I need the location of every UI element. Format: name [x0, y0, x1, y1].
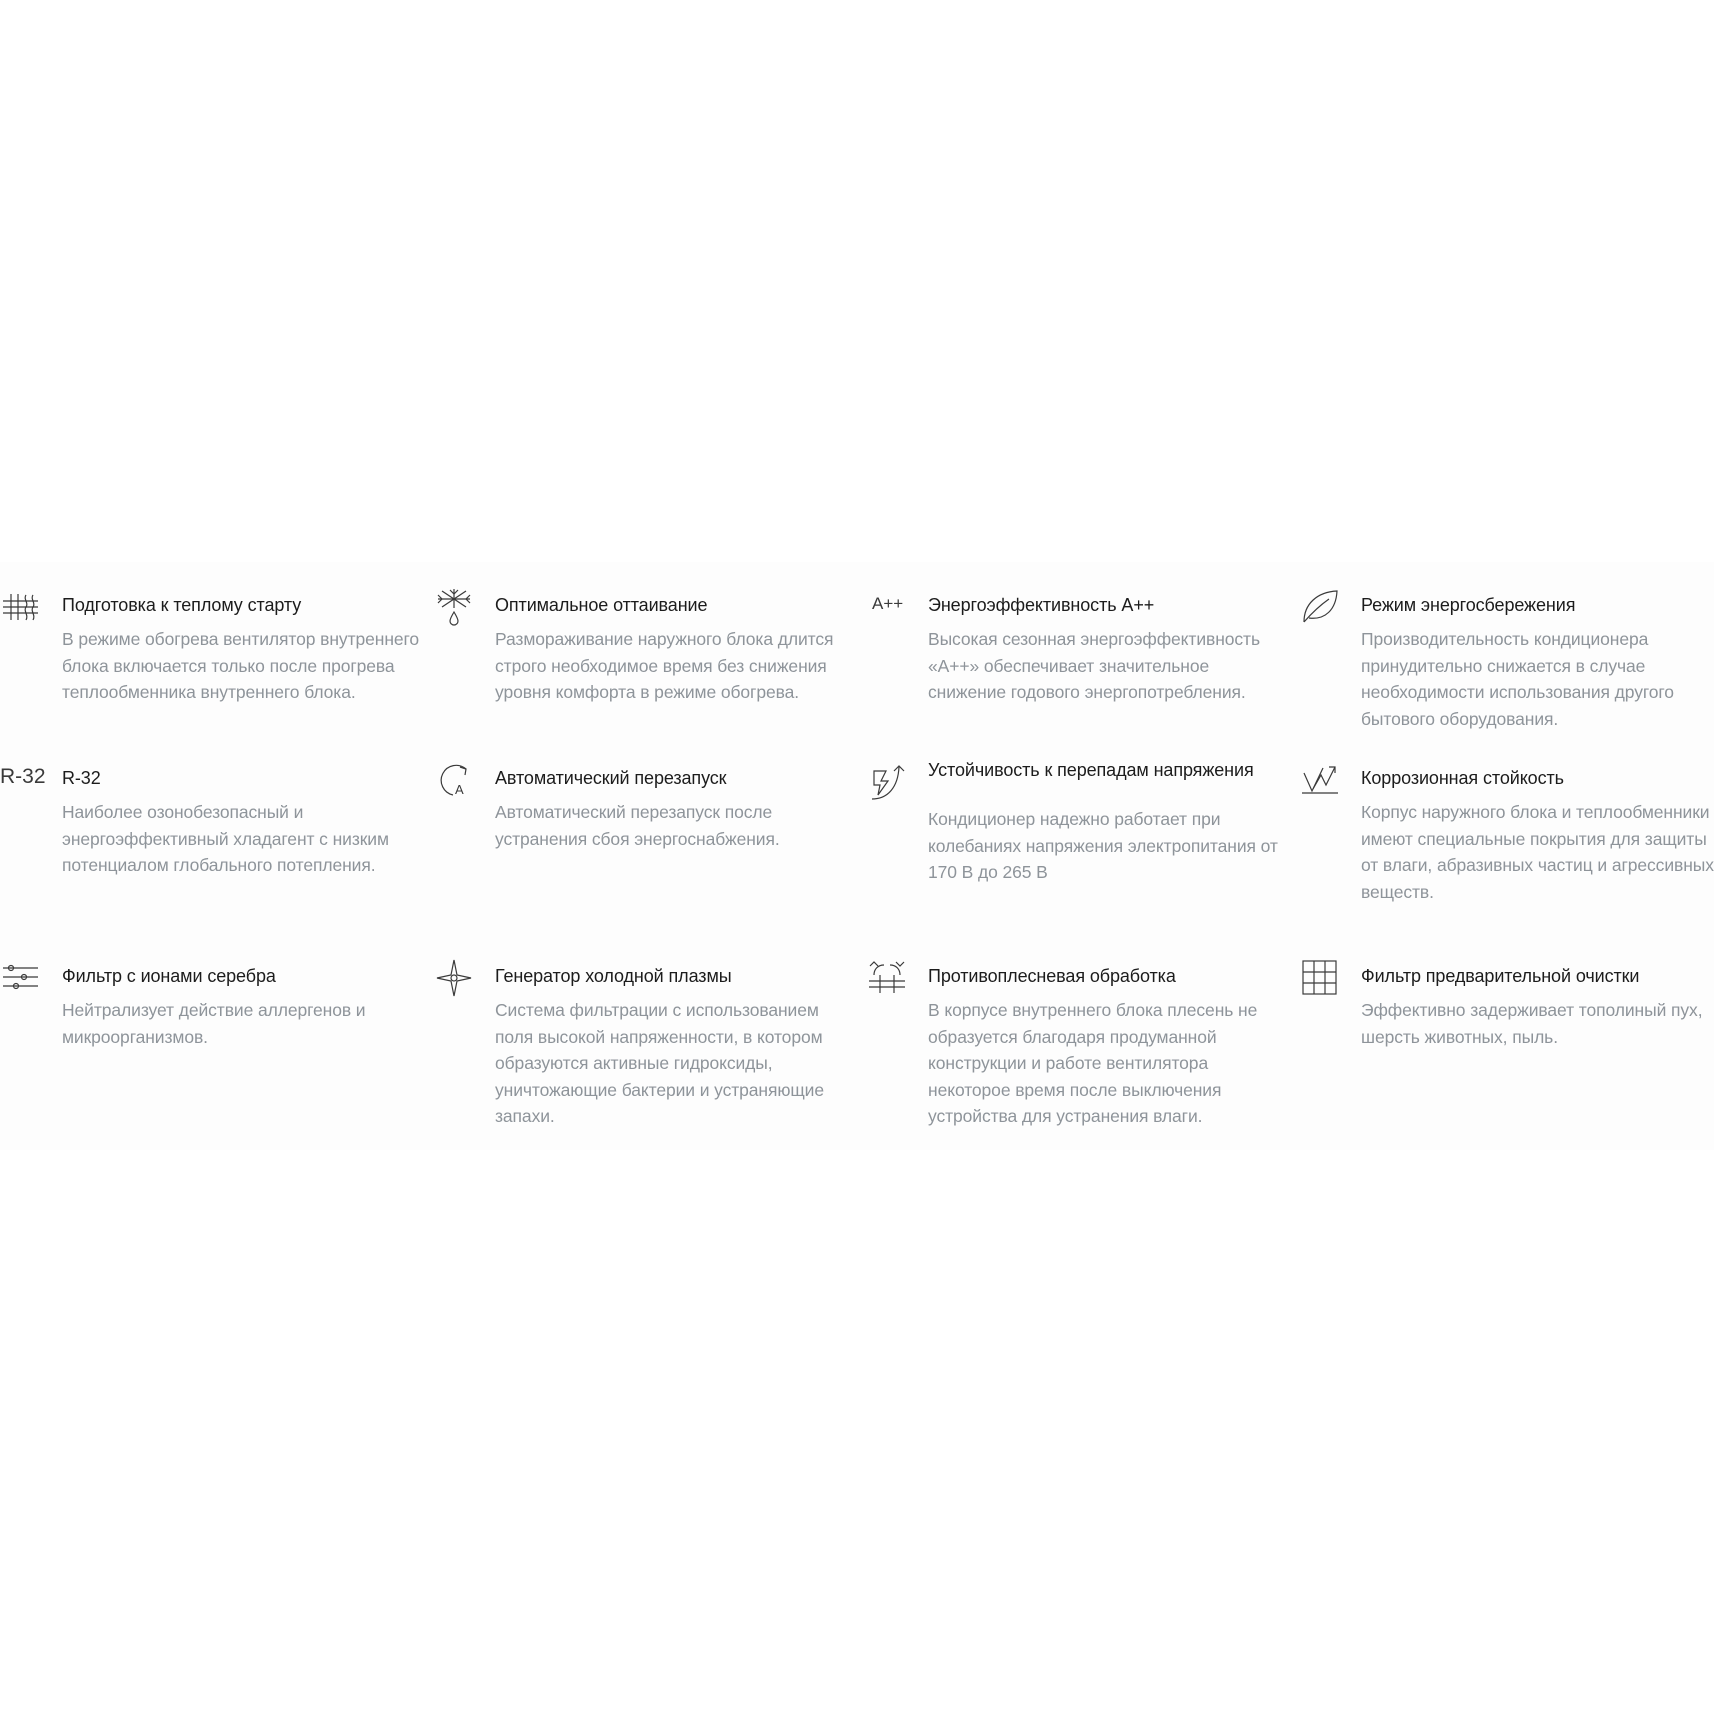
feature-description: Корпус наружного блока и теплообменники имеют специальные покрытия для защиты от влаги, абразивных частиц и агрессивных веществ.: [1361, 802, 1714, 902]
feature-description: В корпусе внутреннего блока плесень не образуется благодаря продуманной конструкции и работе вентилятора некоторое время после выключения устройства для устранения влаги.: [928, 1000, 1258, 1126]
refrigerant-icon-text: R-32: [0, 765, 46, 788]
feature-title: Оптимальное оттаивание: [495, 595, 708, 615]
refrigerant-icon: [0, 759, 46, 801]
feature-description: Кондиционер надежно работает при колебаниях напряжения электропитания от 170 В до 265 В: [928, 809, 1278, 882]
feature-title: Коррозионная стойкость: [1361, 768, 1564, 788]
feature-description: Система фильтрации с использованием поля высокой напряженности, в котором образуются активные гидроксиды, уничтожающие бактерии и устраняющие запахи.: [495, 1000, 824, 1126]
feature-title: R-32: [62, 768, 101, 788]
feature-description: Автоматический перезапуск после устранения сбоя энергоснабжения.: [495, 802, 780, 849]
feature-title: Подготовка к теплому старту: [62, 595, 302, 615]
feature-title: Устойчивость к перепадам напряжения: [928, 760, 1254, 780]
feature-title: Противоплесневая обработка: [928, 966, 1176, 986]
feature-description: Высокая сезонная энергоэффективность «A++» обеспечивает значительное снижение годового энергопотребления.: [928, 629, 1260, 702]
auto-restart-icon: [433, 759, 475, 801]
anti-mold-icon: [866, 957, 908, 999]
feature-description: Нейтрализует действие аллергенов и микроорганизмов.: [62, 1000, 366, 1047]
feature-description: Наиболее озонобезопасный и энергоэффективный хладагент с низким потенциалом глобального потепления.: [62, 802, 389, 875]
feature-description: Производительность кондиционера принудительно снижается в случае необходимости использования другого бытового оборудования.: [1361, 629, 1674, 729]
feature-description: Размораживание наружного блока длится строго необходимое время без снижения уровня комфорта в режиме обогрева.: [495, 629, 834, 702]
corrosion-icon: [1299, 759, 1341, 801]
feature-description: Эффективно задерживает тополиный пух, шерсть животных, пыль.: [1361, 1000, 1703, 1047]
feature-title: Энергоэффективность A++: [928, 595, 1155, 615]
auto-restart-icon-text: A: [455, 782, 464, 797]
plasma-star-icon: [433, 957, 475, 999]
heat-grid-icon: [0, 586, 42, 628]
prefilter-grid-icon: [1299, 957, 1341, 999]
feature-title: Автоматический перезапуск: [495, 768, 727, 788]
feature-title: Генератор холодной плазмы: [495, 966, 732, 986]
energy-class-icon: [866, 586, 908, 628]
feature-description: В режиме обогрева вентилятор внутреннего блока включается только после прогрева теплообменника внутреннего блока.: [62, 629, 420, 702]
feature-title: Фильтр предварительной очистки: [1361, 966, 1640, 986]
filter-sliders-icon: [0, 957, 42, 999]
snowflake-drop-icon: [433, 586, 475, 628]
voltage-bolt-icon: [866, 761, 908, 803]
leaf-icon: [1299, 586, 1341, 628]
feature-title: Режим энергосбережения: [1361, 595, 1576, 615]
energy-class-icon-text: A++: [872, 594, 904, 613]
feature-title: Фильтр с ионами серебра: [62, 966, 276, 986]
